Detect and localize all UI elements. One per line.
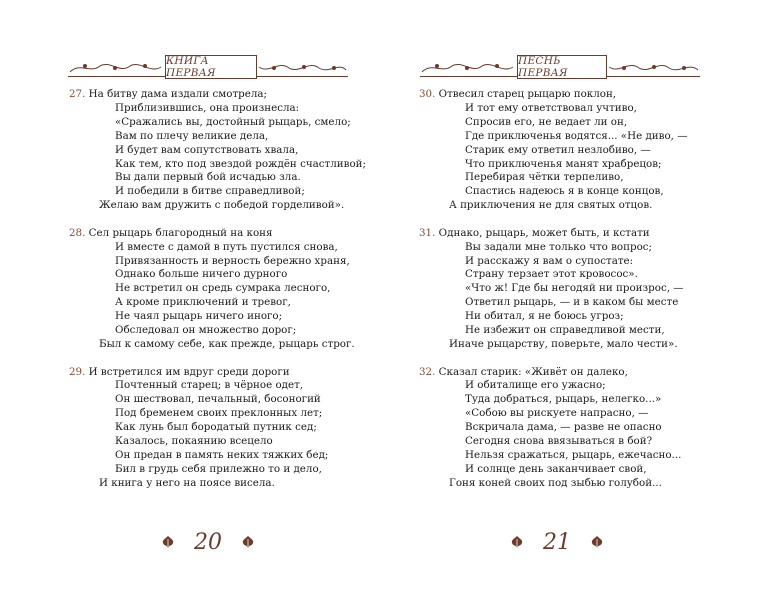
stanza-number: 29. [69, 365, 86, 378]
running-header [420, 52, 700, 82]
verse-line: Что приключенья манят храбрецов; [465, 157, 662, 170]
stanza-number: 31. [419, 226, 436, 239]
vine-ornament-icon [68, 60, 163, 76]
verse-line: Нельзя сражаться, рыцарь, ежечасно... [465, 448, 682, 461]
stanza [419, 88, 688, 213]
verse-line: Однако больше ничего дурного [115, 268, 288, 281]
header-title-box [517, 55, 607, 79]
header-title-box [165, 55, 257, 79]
vine-ornament-icon [420, 60, 515, 76]
verse-line: Желаю вам дружить с победой горделивой». [99, 199, 345, 212]
verse-line: На битву дама издали смотрела; [88, 88, 267, 100]
verse-line: Перебирая чётки терпеливо, [465, 171, 624, 184]
verse-line: Вскричала дама, — разве не опасно [465, 421, 662, 434]
running-header [68, 52, 348, 82]
page-footer [160, 527, 256, 557]
stanza-first-line [69, 227, 366, 241]
verse-line: Не чаял рыцарь ничего иного; [115, 310, 283, 323]
verse-line: А кроме приключений и тревог, [115, 296, 291, 309]
stanza-number: 30. [419, 88, 436, 100]
fleuron-icon [509, 535, 525, 549]
header-title: КНИГА ПЕРВАЯ [166, 55, 216, 79]
stanza-first-line [69, 366, 366, 380]
verse-line: Сел рыцарь благородный на коня [88, 226, 273, 239]
verse-line: И тот ему ответствовал учтиво, [465, 101, 637, 114]
verse-line: «Сражались вы, достойный рыцарь, смело; [115, 115, 351, 128]
verse-line: Страну терзает этот кровосос». [465, 268, 638, 281]
verse-line: И победили в битве справедливой; [115, 185, 305, 198]
stanza-number: 32. [419, 365, 436, 378]
verse-line: Сегодня снова ввязываться в бой? [465, 435, 653, 448]
verse-line: И книга у него на поясе висела. [99, 476, 275, 489]
verse-line: Старик ему ответил незлобиво, — [465, 143, 651, 156]
fleuron-icon [240, 535, 256, 549]
verse-line: И встретился им вдруг среди дороги [88, 365, 290, 378]
verse-line: Гоня коней своих под зыбью голубой... [449, 476, 662, 489]
verse-line: «Что ж! Где бы негодяй ни произрос, — [465, 282, 684, 295]
verse-line: Где приключенья водятся... «Не диво, — [465, 129, 688, 142]
stanza [419, 227, 688, 352]
fleuron-icon [589, 535, 605, 549]
verse-line: Как тем, кто под звездой рождён счастливой; [115, 157, 366, 170]
stanza-number: 28. [69, 226, 86, 239]
verse-line: И обиталище его ужасно; [465, 379, 606, 392]
stanza-first-line [419, 366, 688, 380]
stanza [419, 366, 688, 491]
verse-line: Бил в грудь себя прилежно то и дело, [115, 462, 322, 475]
verse-line: Казалось, покаянию всецело [115, 435, 273, 448]
right-page [383, 0, 766, 596]
verse-line: И солнце день заканчивает свой, [465, 462, 647, 475]
verse-line: Как лунь был бородатый путник сед; [115, 421, 317, 434]
stanza-first-line [69, 88, 366, 102]
verse-line: Иначе рыцарству, поверьте, мало чести». [449, 338, 678, 350]
fleuron-icon [160, 535, 176, 549]
verse-line: И вместе с дамой в путь пустился снова, [115, 240, 338, 253]
verse-line: Не встретил он средь сумрака лесного, [115, 282, 331, 295]
verse-line: Отвесил старец рыцарю поклон, [438, 88, 617, 100]
stanza-first-line [419, 88, 688, 102]
poem-text [419, 88, 688, 504]
page-number: 20 [194, 529, 222, 555]
stanza [69, 227, 366, 352]
verse-line: Он шествовал, печальный, босоногий [115, 393, 321, 406]
verse-line: Под бременем своих преклонных лет; [115, 407, 323, 420]
header-title: ПЕСНЬ ПЕРВАЯ [518, 55, 568, 79]
stanza [69, 366, 366, 491]
page-number: 21 [543, 529, 571, 555]
verse-line: Спастись надеюсь я в конце концов, [465, 185, 664, 198]
verse-line: Однако, рыцарь, может быть, и кстати [438, 226, 650, 239]
verse-line: Приблизившись, она произнесла: [115, 101, 300, 114]
verse-line: Вам по плечу великие дела, [115, 129, 269, 142]
verse-line: Спросив его, не ведает ли он, [465, 115, 628, 128]
verse-line: И расскажу я вам о супостате: [465, 254, 634, 267]
verse-line: Не избежит он справедливой мести, [465, 324, 665, 337]
verse-line: Почтенный старец; в чёрное одет, [115, 379, 304, 392]
stanza-number: 27. [69, 88, 86, 100]
stanza [69, 88, 366, 213]
vine-ornament-icon [257, 60, 348, 76]
page-footer [509, 527, 605, 557]
verse-line: Ни обитал, я не боюсь угроз; [465, 310, 624, 323]
verse-line: И будет вам сопутствовать хвала, [115, 143, 299, 156]
stanza-first-line [419, 227, 688, 241]
verse-line: «Собою вы рискуете напрасно, — [465, 407, 649, 420]
verse-line: Ответил рыцарь, — и в каком бы месте [465, 296, 679, 309]
poem-text [69, 88, 366, 504]
verse-line: Он предан в память неких тяжких бед; [115, 448, 329, 461]
verse-line: Туда добраться, рыцарь, нелегко...» [465, 393, 662, 406]
verse-line: Вы дали первый бой исчадью зла. [115, 171, 301, 184]
verse-line: Обследовал он множество дорог; [115, 324, 297, 337]
vine-ornament-icon [607, 60, 700, 76]
verse-line: А приключения не для святых отцов. [449, 199, 653, 212]
verse-line: Привязанность и верность бережно храня, [115, 254, 350, 267]
verse-line: Сказал старик: «Живёт он далеко, [438, 365, 628, 378]
verse-line: Вы задали мне только что вопрос; [465, 240, 652, 253]
verse-line: Был к самому себе, как прежде, рыцарь строг. [99, 338, 355, 350]
